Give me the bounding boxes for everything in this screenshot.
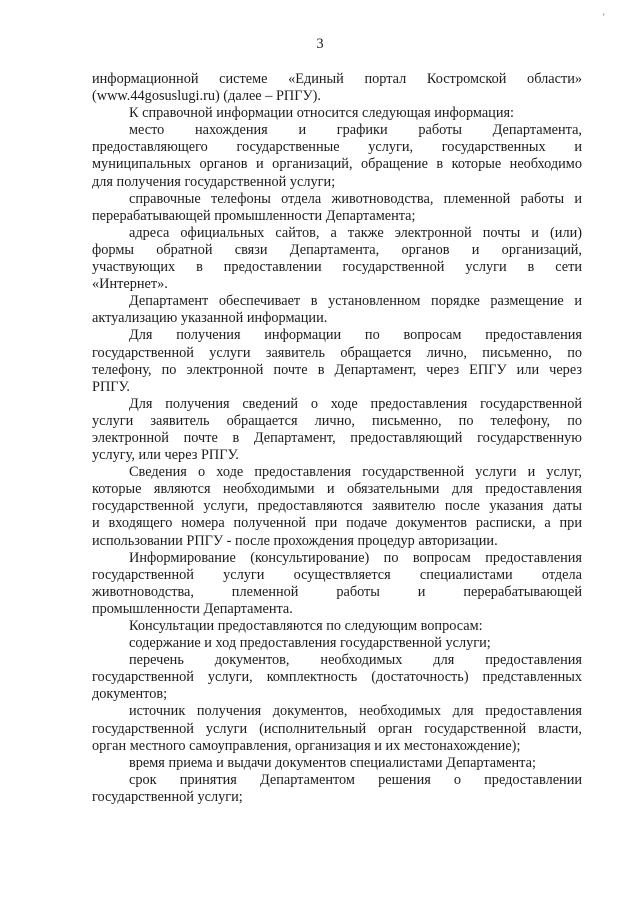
- text-line: участвующих в предоставлении государственной услуги в сети: [92, 259, 582, 276]
- text-line: телефону, по электронной почте в Департамент, через ЕПГУ или через: [92, 361, 582, 378]
- text-line: «Интернет».: [92, 276, 168, 293]
- text-line: К справочной информации относится следующая информация:: [129, 105, 515, 122]
- text-line: государственной услуги (исполнительный орган государственной власти,: [92, 720, 582, 737]
- text-line: Сведения о ходе предоставления государственной услуги и услуг,: [129, 464, 582, 481]
- text-line: перерабатывающей промышленности Департамента;: [92, 207, 416, 224]
- text-line: срок принятия Департаментом решения о предоставлении: [129, 771, 582, 788]
- text-line: Консультации предоставляются по следующим вопросам:: [129, 618, 483, 634]
- text-line: (www.44gosuslugi.ru) (далее – РПГУ).: [92, 88, 321, 105]
- text-line: услугу, или через РПГУ.: [92, 447, 239, 464]
- text-line: предоставляющего государственные услуги, государственных и: [92, 139, 582, 156]
- text-line: актуализацию указанной информации.: [92, 310, 328, 327]
- body-text: [92, 71, 582, 806]
- text-line: государственной услуги, предоставляются заявителю после указания даты: [92, 498, 582, 515]
- text-line: орган местного самоуправления, организация и их местонахождение);: [92, 737, 521, 754]
- text-line: место нахождения и графики работы Департамента,: [129, 122, 582, 139]
- text-line: муниципальных органов и организаций, обращение в которые необходимо: [92, 156, 582, 173]
- text-line: Информирование (консультирование) по вопросам предоставления: [129, 549, 582, 566]
- text-line: информационной системе «Единый портал Костромской области»: [92, 71, 582, 87]
- text-line: адреса официальных сайтов, а также электронной почты и (или): [129, 224, 582, 241]
- text-line: животноводства, племенной работы и перерабатывающей: [92, 583, 582, 600]
- text-line: которые являются необходимыми и обязательными для предоставления: [92, 481, 582, 498]
- text-line: Департамент обеспечивает в установленном порядке размещение и: [129, 293, 582, 310]
- text-line: справочные телефоны отдела животноводства, племенной работы и: [129, 190, 582, 207]
- text-line: формы обратной связи Департамента, органов и организаций,: [92, 241, 582, 258]
- text-line: государственной услуги;: [92, 788, 243, 805]
- text-line: Для получения информации по вопросам предоставления: [129, 327, 582, 344]
- text-line: РПГУ.: [92, 378, 130, 395]
- text-line: государственной услуги осуществляется специалистами отдела: [92, 566, 582, 583]
- text-line: Для получения сведений о ходе предоставления государственной: [129, 395, 582, 412]
- text-line: промышленности Департамента.: [92, 600, 293, 617]
- scan-corner-mark: ': [603, 12, 605, 22]
- text-line: источник получения документов, необходимых для предоставления: [129, 703, 582, 720]
- text-line: государственной услуги заявитель обращается лично, письменно, по: [92, 344, 582, 361]
- text-line: содержание и ход предоставления государственной услуги;: [129, 635, 491, 652]
- text-line: и входящего номера полученной при подаче документов расписки, а при: [92, 515, 582, 532]
- page-number: 3: [316, 36, 324, 52]
- text-line: время приема и выдачи документов специалистами Департамента;: [129, 754, 536, 771]
- text-line: документов;: [92, 686, 168, 703]
- text-line: для получения государственной услуги;: [92, 173, 336, 190]
- text-line: государственной услуги, комплектность (достаточность) представленных: [92, 669, 582, 686]
- text-line: перечень документов, необходимых для предоставления: [129, 652, 582, 669]
- text-line: электронной почте в Департамент, предоставляющий государственную: [92, 429, 582, 446]
- text-line: использовании РПГУ - после прохождения процедур авторизации.: [92, 532, 498, 549]
- text-line: услуги заявитель обращается лично, письменно, по телефону, по: [92, 412, 582, 429]
